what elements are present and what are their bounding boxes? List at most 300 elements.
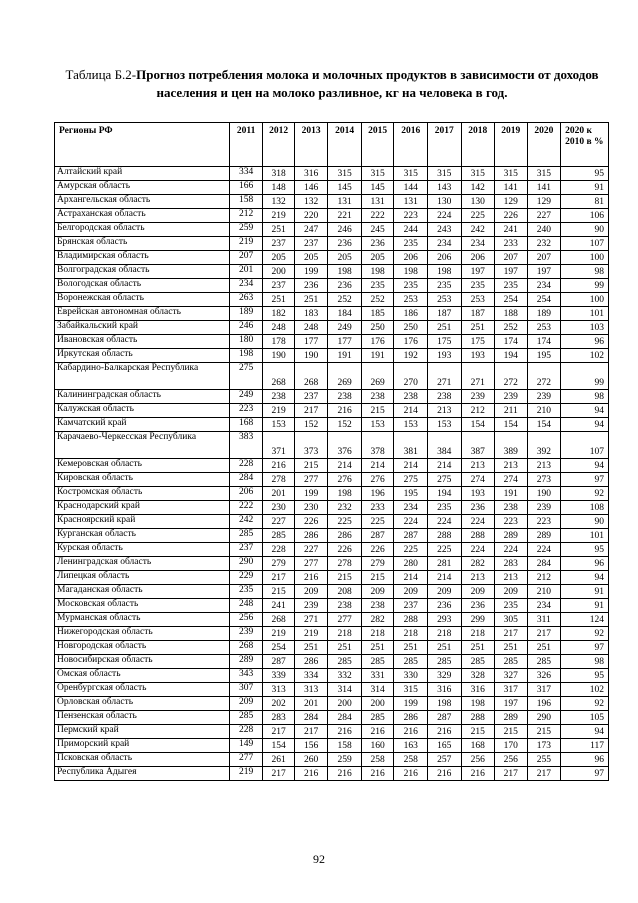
value-cell: 206 xyxy=(427,251,461,265)
value-cell: 383 xyxy=(229,432,263,459)
percent-cell: 106 xyxy=(561,209,609,223)
value-cell: 272 xyxy=(527,363,561,390)
value-cell: 213 xyxy=(461,459,495,473)
value-cell: 229 xyxy=(229,571,263,585)
value-cell: 244 xyxy=(394,223,428,237)
value-cell: 279 xyxy=(263,557,295,571)
consumption-forecast-table xyxy=(54,122,609,781)
percent-cell: 94 xyxy=(561,459,609,473)
value-cell: 214 xyxy=(394,459,428,473)
value-cell: 176 xyxy=(361,335,394,349)
value-cell: 237 xyxy=(294,390,328,404)
value-cell: 148 xyxy=(263,181,295,195)
region-cell: Вологодская область xyxy=(55,279,230,293)
percent-cell: 102 xyxy=(561,349,609,363)
value-cell: 198 xyxy=(229,349,263,363)
value-cell: 317 xyxy=(495,683,528,697)
value-cell: 287 xyxy=(394,529,428,543)
value-cell: 158 xyxy=(328,739,362,753)
value-cell: 132 xyxy=(263,195,295,209)
value-cell: 186 xyxy=(394,307,428,321)
table-row xyxy=(55,697,609,711)
value-cell: 271 xyxy=(294,613,328,627)
value-cell: 254 xyxy=(263,641,295,655)
value-cell: 271 xyxy=(461,363,495,390)
value-cell: 201 xyxy=(263,487,295,501)
percent-cell: 97 xyxy=(561,473,609,487)
value-cell: 237 xyxy=(263,279,295,293)
table-row xyxy=(55,349,609,363)
value-cell: 221 xyxy=(328,209,362,223)
region-cell: Еврейская автономная область xyxy=(55,307,230,321)
value-cell: 317 xyxy=(527,683,561,697)
value-cell: 251 xyxy=(263,223,295,237)
value-cell: 175 xyxy=(427,335,461,349)
value-cell: 174 xyxy=(495,335,528,349)
value-cell: 273 xyxy=(527,473,561,487)
value-cell: 263 xyxy=(229,293,263,307)
value-cell: 241 xyxy=(495,223,528,237)
value-cell: 217 xyxy=(263,571,295,585)
percent-cell: 99 xyxy=(561,279,609,293)
value-cell: 286 xyxy=(394,711,428,725)
page-number: 92 xyxy=(313,852,325,866)
value-cell: 154 xyxy=(527,418,561,432)
value-cell: 131 xyxy=(328,195,362,209)
percent-cell: 97 xyxy=(561,767,609,781)
value-cell: 238 xyxy=(427,390,461,404)
table-row xyxy=(55,753,609,767)
value-cell: 252 xyxy=(495,321,528,335)
value-cell: 226 xyxy=(328,543,362,557)
value-cell: 227 xyxy=(294,543,328,557)
value-cell: 225 xyxy=(328,515,362,529)
value-cell: 313 xyxy=(294,683,328,697)
value-cell: 180 xyxy=(229,335,263,349)
value-cell: 239 xyxy=(294,599,328,613)
value-cell: 213 xyxy=(495,571,528,585)
header-year: 2020 xyxy=(527,123,561,167)
value-cell: 235 xyxy=(361,279,394,293)
value-cell: 189 xyxy=(527,307,561,321)
value-cell: 200 xyxy=(361,697,394,711)
value-cell: 216 xyxy=(427,767,461,781)
region-cell: Кировская область xyxy=(55,473,230,487)
region-cell: Курская область xyxy=(55,543,230,557)
value-cell: 285 xyxy=(495,655,528,669)
value-cell: 191 xyxy=(328,349,362,363)
percent-cell: 108 xyxy=(561,501,609,515)
table-row xyxy=(55,627,609,641)
value-cell: 216 xyxy=(361,767,394,781)
value-cell: 327 xyxy=(495,669,528,683)
percent-cell: 95 xyxy=(561,167,609,181)
percent-cell: 107 xyxy=(561,237,609,251)
value-cell: 198 xyxy=(328,265,362,279)
value-cell: 284 xyxy=(229,473,263,487)
value-cell: 188 xyxy=(495,307,528,321)
value-cell: 177 xyxy=(328,335,362,349)
value-cell: 268 xyxy=(294,363,328,390)
percent-cell: 95 xyxy=(561,543,609,557)
value-cell: 217 xyxy=(527,767,561,781)
region-cell: Костромская область xyxy=(55,487,230,501)
value-cell: 215 xyxy=(461,725,495,739)
value-cell: 315 xyxy=(394,683,428,697)
value-cell: 236 xyxy=(461,501,495,515)
value-cell: 334 xyxy=(294,669,328,683)
value-cell: 206 xyxy=(394,251,428,265)
table-row xyxy=(55,543,609,557)
value-cell: 314 xyxy=(328,683,362,697)
value-cell: 287 xyxy=(361,529,394,543)
value-cell: 238 xyxy=(263,390,295,404)
value-cell: 214 xyxy=(394,404,428,418)
value-cell: 283 xyxy=(263,711,295,725)
value-cell: 218 xyxy=(328,627,362,641)
value-cell: 235 xyxy=(394,279,428,293)
value-cell: 223 xyxy=(229,404,263,418)
value-cell: 253 xyxy=(461,293,495,307)
value-cell: 216 xyxy=(427,725,461,739)
value-cell: 275 xyxy=(427,473,461,487)
header-year: 2011 xyxy=(229,123,263,167)
value-cell: 129 xyxy=(495,195,528,209)
percent-cell: 95 xyxy=(561,669,609,683)
table-row xyxy=(55,571,609,585)
value-cell: 200 xyxy=(328,697,362,711)
table-row xyxy=(55,725,609,739)
percent-cell: 100 xyxy=(561,251,609,265)
value-cell: 153 xyxy=(361,418,394,432)
value-cell: 285 xyxy=(229,529,263,543)
value-cell: 274 xyxy=(495,473,528,487)
region-cell: Пермский край xyxy=(55,725,230,739)
value-cell: 205 xyxy=(294,251,328,265)
value-cell: 215 xyxy=(294,459,328,473)
value-cell: 218 xyxy=(427,627,461,641)
value-cell: 235 xyxy=(495,279,528,293)
value-cell: 185 xyxy=(361,307,394,321)
value-cell: 238 xyxy=(328,599,362,613)
value-cell: 285 xyxy=(461,655,495,669)
value-cell: 202 xyxy=(263,697,295,711)
value-cell: 216 xyxy=(328,767,362,781)
value-cell: 190 xyxy=(527,487,561,501)
region-cell: Калужская область xyxy=(55,404,230,418)
value-cell: 224 xyxy=(427,515,461,529)
value-cell: 160 xyxy=(361,739,394,753)
region-cell: Амурская область xyxy=(55,181,230,195)
region-cell: Красноярский край xyxy=(55,515,230,529)
percent-cell: 96 xyxy=(561,335,609,349)
table-row xyxy=(55,641,609,655)
value-cell: 315 xyxy=(527,167,561,181)
value-cell: 252 xyxy=(328,293,362,307)
header-year: 2012 xyxy=(263,123,295,167)
value-cell: 236 xyxy=(361,237,394,251)
table-row xyxy=(55,501,609,515)
value-cell: 251 xyxy=(461,321,495,335)
value-cell: 311 xyxy=(527,613,561,627)
value-cell: 213 xyxy=(427,404,461,418)
value-cell: 339 xyxy=(263,669,295,683)
value-cell: 239 xyxy=(461,390,495,404)
value-cell: 209 xyxy=(229,697,263,711)
value-cell: 234 xyxy=(427,237,461,251)
value-cell: 315 xyxy=(427,167,461,181)
value-cell: 277 xyxy=(229,753,263,767)
value-cell: 219 xyxy=(263,209,295,223)
value-cell: 235 xyxy=(461,279,495,293)
value-cell: 190 xyxy=(263,349,295,363)
region-cell: Приморский край xyxy=(55,739,230,753)
value-cell: 175 xyxy=(461,335,495,349)
value-cell: 334 xyxy=(229,167,263,181)
value-cell: 268 xyxy=(263,363,295,390)
value-cell: 289 xyxy=(495,529,528,543)
value-cell: 216 xyxy=(294,571,328,585)
value-cell: 213 xyxy=(461,571,495,585)
region-cell: Новосибирская область xyxy=(55,655,230,669)
value-cell: 209 xyxy=(361,585,394,599)
percent-cell: 101 xyxy=(561,307,609,321)
region-cell: Омская область xyxy=(55,669,230,683)
value-cell: 198 xyxy=(328,487,362,501)
value-cell: 224 xyxy=(461,543,495,557)
table-row xyxy=(55,181,609,195)
value-cell: 305 xyxy=(495,613,528,627)
value-cell: 206 xyxy=(229,487,263,501)
table-header-row xyxy=(55,123,609,167)
value-cell: 210 xyxy=(527,404,561,418)
value-cell: 205 xyxy=(328,251,362,265)
value-cell: 330 xyxy=(394,669,428,683)
value-cell: 213 xyxy=(495,459,528,473)
value-cell: 232 xyxy=(328,501,362,515)
table-row xyxy=(55,293,609,307)
value-cell: 145 xyxy=(328,181,362,195)
value-cell: 217 xyxy=(263,767,295,781)
region-cell: Новгородская область xyxy=(55,641,230,655)
table-row xyxy=(55,390,609,404)
table-row xyxy=(55,279,609,293)
value-cell: 278 xyxy=(328,557,362,571)
value-cell: 224 xyxy=(461,515,495,529)
value-cell: 235 xyxy=(229,585,263,599)
value-cell: 216 xyxy=(394,725,428,739)
value-cell: 289 xyxy=(527,529,561,543)
value-cell: 193 xyxy=(461,349,495,363)
value-cell: 282 xyxy=(361,613,394,627)
value-cell: 191 xyxy=(495,487,528,501)
value-cell: 222 xyxy=(229,501,263,515)
table-row xyxy=(55,683,609,697)
value-cell: 254 xyxy=(527,293,561,307)
value-cell: 224 xyxy=(394,515,428,529)
percent-cell: 81 xyxy=(561,195,609,209)
percent-cell: 98 xyxy=(561,265,609,279)
value-cell: 224 xyxy=(495,543,528,557)
percent-cell: 101 xyxy=(561,529,609,543)
value-cell: 178 xyxy=(263,335,295,349)
value-cell: 234 xyxy=(527,599,561,613)
value-cell: 237 xyxy=(263,237,295,251)
table-row xyxy=(55,739,609,753)
value-cell: 144 xyxy=(394,181,428,195)
value-cell: 247 xyxy=(294,223,328,237)
table-row xyxy=(55,711,609,725)
value-cell: 213 xyxy=(527,459,561,473)
value-cell: 299 xyxy=(461,613,495,627)
value-cell: 187 xyxy=(461,307,495,321)
value-cell: 197 xyxy=(527,265,561,279)
percent-cell: 91 xyxy=(561,599,609,613)
percent-cell: 92 xyxy=(561,627,609,641)
table-row xyxy=(55,459,609,473)
percent-cell: 124 xyxy=(561,613,609,627)
value-cell: 215 xyxy=(263,585,295,599)
value-cell: 168 xyxy=(229,418,263,432)
value-cell: 285 xyxy=(361,655,394,669)
value-cell: 201 xyxy=(229,265,263,279)
region-cell: Кемеровская область xyxy=(55,459,230,473)
value-cell: 215 xyxy=(328,571,362,585)
header-region: Регионы РФ xyxy=(55,123,230,167)
value-cell: 378 xyxy=(361,432,394,459)
value-cell: 216 xyxy=(394,767,428,781)
percent-cell: 94 xyxy=(561,404,609,418)
value-cell: 131 xyxy=(361,195,394,209)
value-cell: 238 xyxy=(361,390,394,404)
region-cell: Брянская область xyxy=(55,237,230,251)
value-cell: 239 xyxy=(527,501,561,515)
value-cell: 132 xyxy=(294,195,328,209)
table-row xyxy=(55,487,609,501)
value-cell: 215 xyxy=(495,725,528,739)
value-cell: 343 xyxy=(229,669,263,683)
value-cell: 218 xyxy=(361,627,394,641)
value-cell: 197 xyxy=(495,265,528,279)
value-cell: 251 xyxy=(495,641,528,655)
percent-cell: 92 xyxy=(561,697,609,711)
value-cell: 235 xyxy=(394,237,428,251)
value-cell: 154 xyxy=(461,418,495,432)
value-cell: 176 xyxy=(394,335,428,349)
value-cell: 235 xyxy=(427,501,461,515)
value-cell: 236 xyxy=(427,599,461,613)
value-cell: 251 xyxy=(394,641,428,655)
value-cell: 285 xyxy=(229,711,263,725)
value-cell: 285 xyxy=(527,655,561,669)
value-cell: 256 xyxy=(495,753,528,767)
value-cell: 198 xyxy=(427,265,461,279)
table-row xyxy=(55,404,609,418)
value-cell: 284 xyxy=(527,557,561,571)
value-cell: 283 xyxy=(495,557,528,571)
value-cell: 192 xyxy=(394,349,428,363)
value-cell: 253 xyxy=(527,321,561,335)
header-year: 2018 xyxy=(461,123,495,167)
value-cell: 280 xyxy=(394,557,428,571)
value-cell: 237 xyxy=(229,543,263,557)
region-cell: Оренбургская область xyxy=(55,683,230,697)
value-cell: 315 xyxy=(495,167,528,181)
value-cell: 201 xyxy=(294,697,328,711)
value-cell: 248 xyxy=(263,321,295,335)
value-cell: 226 xyxy=(495,209,528,223)
value-cell: 279 xyxy=(361,557,394,571)
value-cell: 260 xyxy=(294,753,328,767)
value-cell: 216 xyxy=(328,725,362,739)
percent-cell: 117 xyxy=(561,739,609,753)
value-cell: 235 xyxy=(495,599,528,613)
table-row xyxy=(55,237,609,251)
value-cell: 131 xyxy=(394,195,428,209)
value-cell: 257 xyxy=(427,753,461,767)
percent-cell: 96 xyxy=(561,557,609,571)
value-cell: 293 xyxy=(427,613,461,627)
value-cell: 256 xyxy=(461,753,495,767)
value-cell: 236 xyxy=(461,599,495,613)
value-cell: 227 xyxy=(527,209,561,223)
table-row xyxy=(55,585,609,599)
value-cell: 238 xyxy=(495,501,528,515)
value-cell: 208 xyxy=(328,585,362,599)
value-cell: 258 xyxy=(394,753,428,767)
table-row xyxy=(55,669,609,683)
value-cell: 239 xyxy=(527,390,561,404)
value-cell: 141 xyxy=(495,181,528,195)
region-cell: Забайкальский край xyxy=(55,321,230,335)
value-cell: 198 xyxy=(394,265,428,279)
value-cell: 316 xyxy=(294,167,328,181)
value-cell: 252 xyxy=(361,293,394,307)
percent-cell: 92 xyxy=(561,487,609,501)
value-cell: 234 xyxy=(461,237,495,251)
value-cell: 249 xyxy=(229,390,263,404)
caption-title: Прогноз потребления молока и молочных продуктов в зависимости от доходов населения и цен на молоко разливное, кг на человека в год. xyxy=(136,67,599,100)
header-year: 2016 xyxy=(394,123,428,167)
value-cell: 251 xyxy=(263,293,295,307)
value-cell: 184 xyxy=(328,307,362,321)
table-row xyxy=(55,335,609,349)
value-cell: 286 xyxy=(294,529,328,543)
region-cell: Белгородская область xyxy=(55,223,230,237)
value-cell: 212 xyxy=(229,209,263,223)
value-cell: 381 xyxy=(394,432,428,459)
value-cell: 187 xyxy=(427,307,461,321)
value-cell: 198 xyxy=(461,697,495,711)
value-cell: 288 xyxy=(394,613,428,627)
value-cell: 214 xyxy=(394,571,428,585)
percent-cell: 90 xyxy=(561,515,609,529)
value-cell: 153 xyxy=(427,418,461,432)
header-year: 2013 xyxy=(294,123,328,167)
value-cell: 236 xyxy=(328,237,362,251)
value-cell: 261 xyxy=(263,753,295,767)
value-cell: 219 xyxy=(263,627,295,641)
value-cell: 239 xyxy=(229,627,263,641)
region-cell: Ивановская область xyxy=(55,335,230,349)
value-cell: 315 xyxy=(328,167,362,181)
value-cell: 212 xyxy=(527,571,561,585)
value-cell: 197 xyxy=(495,697,528,711)
value-cell: 259 xyxy=(229,223,263,237)
value-cell: 236 xyxy=(328,279,362,293)
table-row xyxy=(55,265,609,279)
caption-label: Таблица Б.2- xyxy=(65,67,137,82)
